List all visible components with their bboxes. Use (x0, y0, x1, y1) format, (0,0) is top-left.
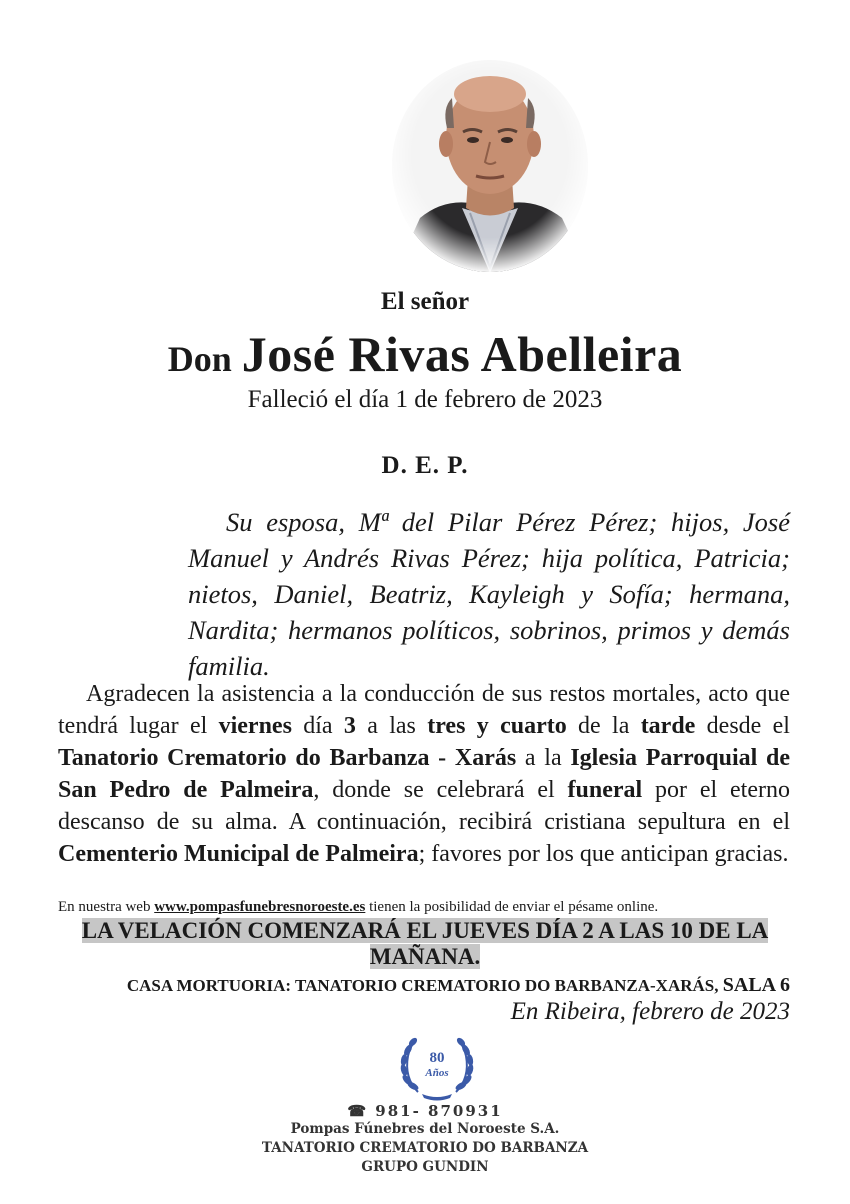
honorific: Don (167, 339, 232, 379)
family-paragraph (188, 504, 790, 684)
funeral-details-paragraph (58, 678, 790, 870)
body-text-4: de la (566, 713, 641, 739)
full-name: José Rivas Abelleira (241, 326, 683, 382)
body-bold-tanatorio: Tanatorio Crematorio do Barbanza - Xarás (58, 745, 517, 771)
web-note-after: tienen la posibilidad de enviar el pésame online. (365, 899, 659, 915)
funeral-home-line (127, 974, 790, 997)
body-text-7: , donde se celebrará el (313, 777, 568, 803)
body-text-5: desde el (695, 713, 790, 739)
room-number: SALA 6 (722, 974, 790, 996)
web-condolence-note (58, 899, 798, 916)
body-bold-time: tres y cuarto (427, 713, 567, 739)
body-text-6: a la (516, 745, 571, 771)
body-bold-date: 3 (343, 713, 356, 739)
dep-abbreviation: D. E. P. (381, 452, 469, 479)
company-name: Pompas Fúnebres del Noroeste S.A. (290, 1121, 560, 1137)
body-bold-cemetery: Cementerio Municipal de Palmeira (58, 841, 419, 867)
deceased-name (0, 325, 850, 383)
wake-notice (72, 918, 778, 970)
website-link[interactable]: www.pompasfunebresnoroeste.es (154, 899, 366, 915)
phone-line (0, 1102, 850, 1120)
telephone-icon: ☎ (347, 1102, 369, 1120)
place-and-date: En Ribeira, febrero de 2023 (510, 998, 790, 1025)
funeral-home-label: CASA MORTUORIA: TANATORIO CREMATORIO DO BARBANZA-XARÁS, (126, 976, 723, 995)
laurel-wreath-icon (398, 1034, 476, 1104)
wake-notice-text: LA VELACIÓN COMENZARÁ EL JUEVES DÍA 2 A LAS 10 DE LA MAÑANA. (81, 918, 769, 969)
phone-number[interactable]: 981- 870931 (375, 1102, 503, 1120)
logo-word: Años (425, 1067, 449, 1079)
logo-number: 80 (429, 1050, 445, 1066)
body-text-9: ; favores por los que anticipan gracias. (418, 841, 789, 867)
family-text: Su esposa, Mª del Pilar Pérez Pérez; hijos, José Manuel y Andrés Rivas Pérez; hija política, Patricia; nietos, Daniel, Beatriz, Kayleigh y Sofía; hermana, Nardita; hermanos políticos, sobrinos, primos y demás familia. (188, 507, 790, 681)
title-el-senor: El señor (380, 288, 470, 315)
death-date: Falleció el día 1 de febrero de 2023 (247, 386, 603, 413)
body-bold-tarde: tarde (640, 713, 696, 739)
body-text-2: día (291, 713, 344, 739)
group-name: GRUPO GUNDIN (361, 1159, 489, 1175)
body-text-8: por el eterno descanso de su alma. A continuación, recibirá cristiana sepultura en el (58, 777, 790, 835)
body-text-3: a las (355, 713, 428, 739)
web-note-before: En nuestra web (58, 899, 155, 915)
body-text-1: Agradecen la asistencia a la conducción de sus restos mortales, acto que tendrá lugar el (58, 681, 790, 739)
body-bold-church: Iglesia Parroquial de San Pedro de Palmeira (58, 745, 790, 803)
body-bold-day: viernes (218, 713, 292, 739)
tanatorio-name: TANATORIO CREMATORIO DO BARBANZA (261, 1140, 589, 1156)
deceased-portrait-photo (390, 58, 590, 273)
body-bold-funeral: funeral (567, 777, 643, 803)
